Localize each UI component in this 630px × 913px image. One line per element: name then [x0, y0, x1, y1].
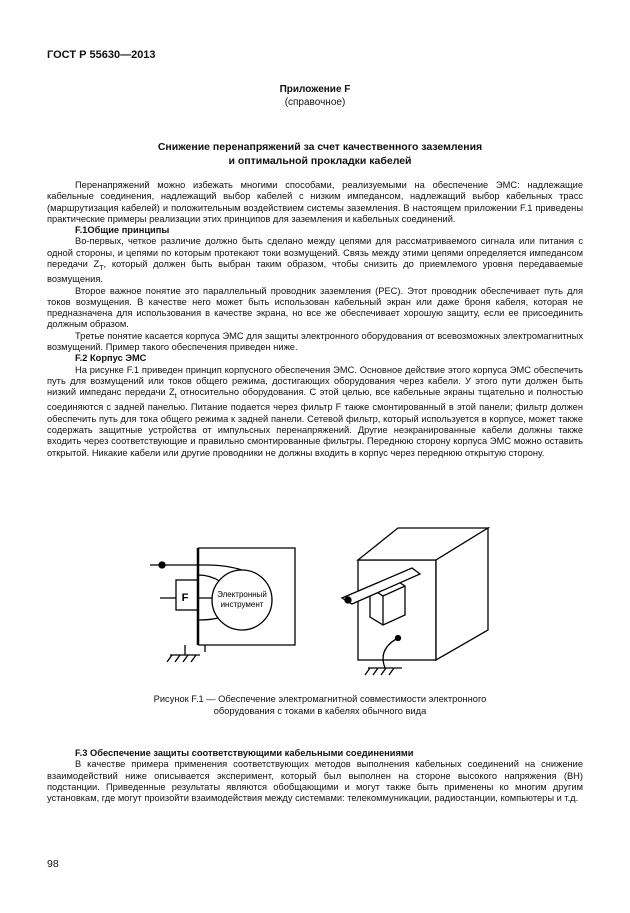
caption-line-1: Рисунок F.1 — Обеспечение электромагнитной совместимости электронного	[153, 694, 487, 704]
title-line-1: Снижение перенапряжений за счет качественного заземления	[157, 141, 483, 153]
caption-line-2: оборудования с токами в кабелях обычного вида	[213, 706, 427, 716]
device-label-line-2: инструмент	[220, 600, 264, 609]
f2-p1-text-b: относительно оборудования. С этой целью, все кабельные экраны тщательно и полностью соединяются с задней панелью. Питание подается через фильтр F также смонтированный в этой панели; фильтр должен обеспечить путь для тока общего режима к задней панели. Сетевой фильтр, который используется в корпусе, может также содержать защитные устройства от импульсных перенапряжений. Другие неэкранированные кабели должны также входить через соответствующие и правильно смонтированные фильтры. Переднюю сторону корпуса ЭМС можно оставить открытой. Никакие кабели или другие проводники не должны входить в корпус через переднюю открытую сторону.	[47, 387, 583, 458]
enclosure-cable-end	[345, 597, 351, 603]
page-number: 98	[47, 858, 59, 870]
f2-paragraph-1	[47, 365, 583, 459]
document-header: ГОСТ Р 55630—2013	[47, 49, 156, 61]
f1-paragraph-1	[47, 236, 583, 285]
title-line-2: и оптимальной прокладки кабелей	[228, 155, 412, 167]
body-text-bottom	[47, 748, 583, 804]
f1-p1-text-a: Во-первых, четкое различие должно быть сделано между цепями для рассматриваемого сигнала или питания с одной стороны, и цепями по которым протекают токи возмущений. Связь между этими цепями определяется импедансом передачи Z	[47, 236, 583, 270]
ground-symbol-left	[167, 645, 200, 662]
section-heading-f3: F.3 Обеспечение защиты соответствующими кабельными соединениями	[75, 748, 414, 758]
f1-p1-subscript: T	[99, 264, 104, 272]
f1-paragraph-2: Второе важное понятие это параллельный проводник заземления (PEC). Этот проводник обеспечивает путь для токов возмущения. В качестве него может быть использован кабельный экран или даже броня кабеля, которая не предназначена для использования в качестве экрана, но все же обеспечивает хорошую защиту, если ее присоединить должным образом.	[47, 285, 583, 330]
cable-end	[159, 562, 165, 568]
section-heading-f1: F.1Общие принципы	[75, 225, 170, 236]
f1-p1-text-b: , который должен быть выбран таким образом, чтобы снизить до приемлемого уровня передаваемые возмущения.	[47, 259, 584, 285]
section-heading-f2: F.2 Корпус ЭМС	[75, 353, 147, 364]
body-text-top	[47, 180, 583, 459]
figure-caption	[100, 693, 540, 717]
filter-label: F	[181, 592, 189, 604]
f1-paragraph-3: Третье понятие касается корпуса ЭМС для защиты электронного оборудования от всевозможных электромагнитных возмущений. Пример такого обеспечения приведен ниже.	[47, 330, 583, 353]
f2-p1-text-a: На рисунке F.1 приведен принцип корпусного обеспечения ЭМС. Основное действие этого корпуса ЭМС обеспечить путь для возмущений или токов общего режима, достигающих оборудования через кабели. У этого пути должен быть низкий импеданс передачи Z	[47, 364, 583, 398]
f3-paragraph-1: В качестве примера применения соответствующих методов выполнения кабельных соединений на снижение взаимодействий ниже описывается эксперимент, который был выполнен на стороне высокого напряжения (ВН) подстанции. Приведенные результаты являются обобщающими и могут также быть применены ко многим другим установкам, где могут произойти взаимодействия между системами: телекоммуникации, радиостанции, компьютеры и т.д.	[47, 759, 583, 804]
device-label-line-1: Электронный	[217, 590, 267, 599]
appendix-title	[60, 140, 580, 168]
appendix-label: Приложение F	[279, 84, 351, 95]
intro-paragraph: Перенапряжений можно избежать многими способами, реализуемыми на обеспечение ЭМС: надлежащие кабельные соединения, надлежащий выбор кабелей с низким импедансом, надлежащий выбор кабельных трасс (маршрутизация кабелей) и положительным воздействием системы заземления. В настоящем приложении F.1 приведены практические примеры реализации этих принципов для заземления и кабельных соединений.	[47, 180, 583, 224]
isometric-enclosure	[342, 528, 488, 675]
f2-p1-subscript: t	[174, 393, 177, 401]
ground-symbol-right	[365, 668, 402, 675]
figure-emc-enclosure	[130, 520, 510, 680]
appendix-note: (справочное)	[284, 97, 346, 108]
